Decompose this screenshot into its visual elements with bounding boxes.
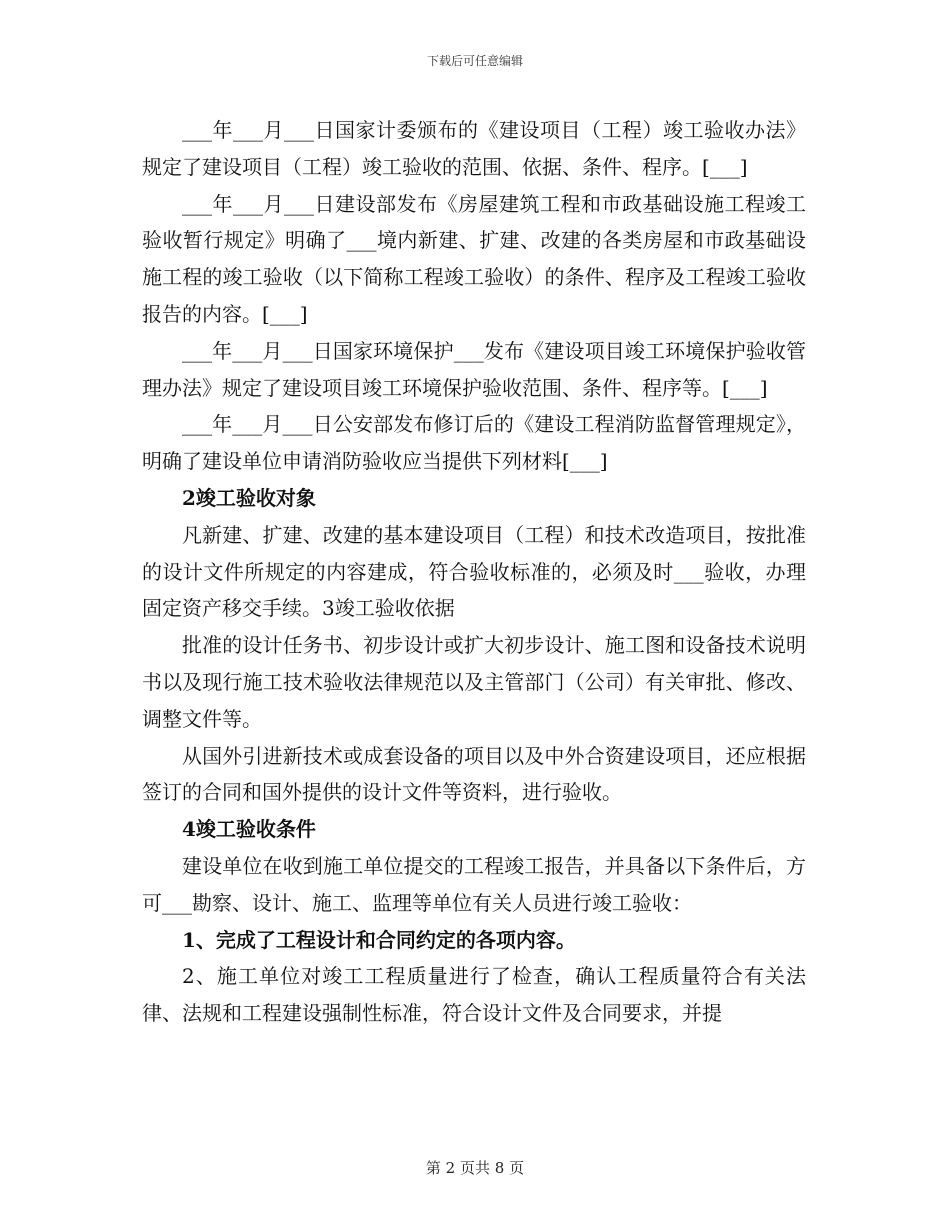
document-body: [142, 112, 806, 1032]
paragraph-9: 2、施工单位对竣工工程质量进行了检查，确认工程质量符合有关法律、法规和工程建设强制性标准，符合设计文件及合同要求，并提: [142, 964, 806, 1026]
paragraph-4: ___年___月___日公安部发布修订后的《建设工程消防监督管理规定》，明确了建设单位申请消防验收应当提供下列材料[___]: [142, 412, 806, 474]
paragraph-2: ___年___月___日建设部发布《房屋建筑工程和市政基础设施工程竣工验收暂行规定》明确了___境内新建、扩建、改建的各类房屋和市政基础设施工程的竣工验收（以下简称工程竣工验收）的条件、程序及工程竣工验收报告的内容。[___]: [142, 191, 806, 326]
paragraph-3: ___年___月___日国家环境保护___发布《建设项目竣工环境保护验收管理办法》规定了建设项目竣工环境保护验收范围、条件、程序等。[___]: [142, 338, 806, 400]
section-heading-2: 2竣工验收对象: [182, 485, 316, 510]
paragraph-1: ___年___月___日国家计委颁布的《建设项目（工程）竣工验收办法》规定了建设项目（工程）竣工验收的范围、依据、条件、程序。[___]: [142, 118, 806, 179]
section-heading-4: 4竣工验收条件: [182, 817, 316, 842]
paragraph-5: 凡新建、扩建、改建的基本建设项目（工程）和技术改造项目，按批准的设计文件所规定的内容建成，符合验收标准的，必须及时___验收，办理固定资产移交手续。3竣工验收依据: [142, 522, 806, 621]
page-footer: 第 2 页共 8 页: [425, 1159, 525, 1177]
paragraph-6: 批准的设计任务书、初步设计或扩大初步设计、施工图和设备技术说明书以及现行施工技术验收法律规范以及主管部门（公司）有关审批、修改、调整文件等。: [142, 633, 806, 731]
paragraph-7: 从国外引进新技术或成套设备的项目以及中外合资建设项目，还应根据签订的合同和国外提供的设计文件等资料，进行验收。: [142, 743, 806, 805]
paragraph-8: 建设单位在收到施工单位提交的工程竣工报告，并具备以下条件后，方可___勘察、设计、施工、监理等单位有关人员进行竣工验收：: [142, 853, 806, 915]
list-item-1: 1、完成了工程设计和合同约定的各项内容。: [182, 927, 576, 952]
page-header: 下载后可任意编辑: [426, 54, 523, 68]
